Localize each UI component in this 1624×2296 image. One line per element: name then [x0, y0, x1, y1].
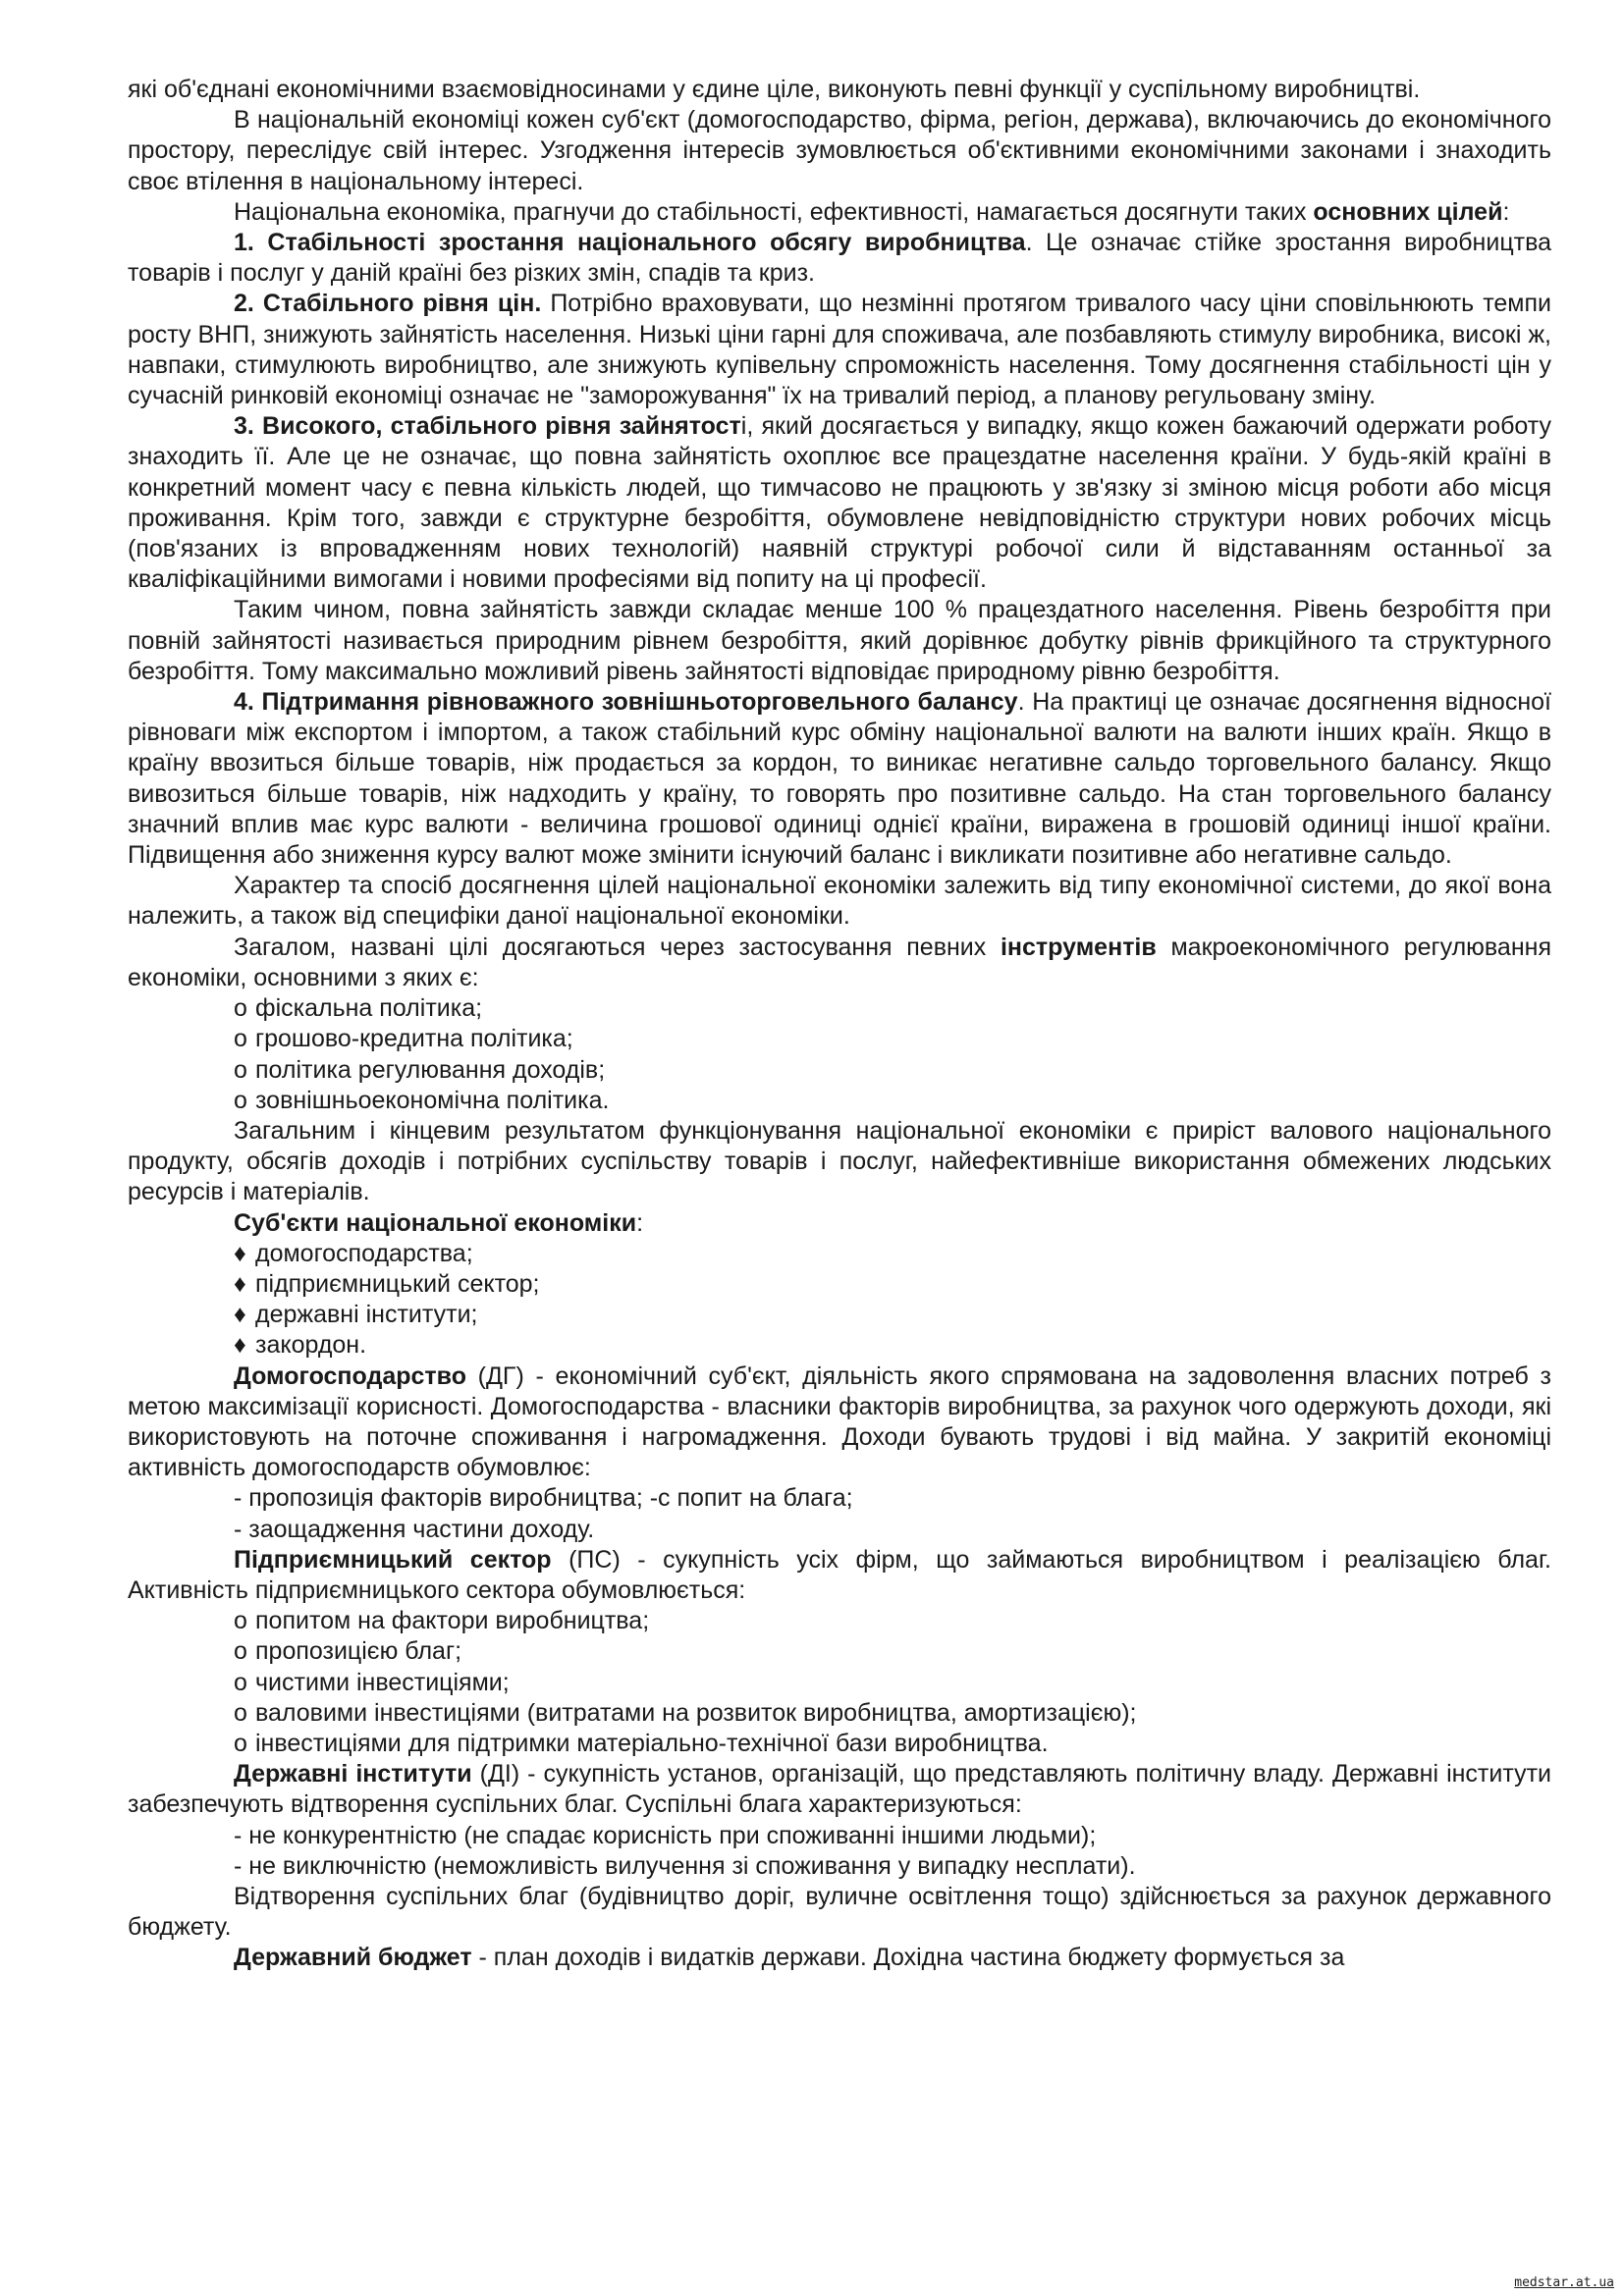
list-bullet-icon: о — [234, 1698, 247, 1727]
list-item: - не конкурентністю (не спадає корисність при споживанні іншими людьми); — [234, 1821, 1097, 1849]
list-bullet-icon: о — [234, 1025, 247, 1053]
paragraph-result: Загальним і кінцевим результатом функціонування національної економіки є приріст валового національного продукту, обсягів доходів і потрібних суспільству товарів і послуг, найефективніше використання обмежених людських ресурсів і матеріалів. — [128, 1116, 1551, 1206]
list-item: о інвестиціями для підтримки матеріально-технічної бази виробництва. — [128, 1729, 1551, 1759]
business-list — [128, 1606, 1551, 1759]
document-page — [128, 75, 1551, 1974]
list-item: - заощадження частини доходу. — [234, 1515, 595, 1543]
list-bullet-icon: о — [234, 1055, 247, 1084]
paragraph-government: Державні інститути (ДІ) - сукупність установ, організацій, що представляють політичну владу. Державні інститути забезпечують відтворення суспільних благ. Суспільні блага характеризуються: — [128, 1760, 1551, 1819]
tools-list — [128, 993, 1551, 1116]
list-item: о грошово-кредитна політика; — [128, 1024, 1551, 1054]
list-bullet-icon: о — [234, 1729, 247, 1757]
list-item: о фіскальна політика; — [128, 993, 1551, 1024]
list-item: - пропозиція факторів виробництва; -с попит на блага; — [234, 1484, 853, 1513]
list-bullet-icon: о — [234, 1637, 247, 1666]
subjects-list — [128, 1239, 1551, 1362]
watermark: medstar.at.ua — [1514, 2275, 1614, 2290]
diamond-bullet-icon: ♦ — [234, 1269, 246, 1298]
goal-1: 1. Стабільності зростання національного обсягу виробництва. Це означає стійке зростання виробництва товарів і послуг у даній країні без різких змін, спадів та криз. — [128, 229, 1551, 288]
paragraph-reproduction: Відтворення суспільних благ (будівництво доріг, вуличне освітлення тощо) здійснюється за рахунок державного бюджету. — [128, 1882, 1551, 1942]
list-item: о попитом на фактори виробництва; — [128, 1606, 1551, 1636]
paragraph-business: Підприємницький сектор (ПС) - сукупність усіх фірм, що займаються виробництвом і реалізацією благ. Активність підприємницького сектора обумовлюється: — [128, 1545, 1551, 1604]
list-bullet-icon: о — [234, 1607, 247, 1635]
goal-3: 3. Високого, стабільного рівня зайнятості, який досягається у випадку, якщо кожен бажаючий одержати роботу знаходить її. Але це не означає, що повна зайнятість охоплює все працездатне населення країни. У будь-якій країні в конкретний момент часу є певна кількість людей, що тимчасово не працюють у зв'язку зі зміною місця роботи або місця проживання. Крім того, завжди є структурне безробіття, обумовлене невідповідністю структури нових робочих місць (пов'язаних із впровадженням нових технологій) наявній структурі робочої сили й відставанням останньої за кваліфікаційними вимогами і новими професіями від попиту на ці професії. — [128, 412, 1552, 594]
list-item: о політика регулювання доходів; — [128, 1055, 1551, 1086]
subjects-heading: Суб'єкти національної економіки: — [234, 1208, 644, 1237]
list-item: ♦ закордон. — [128, 1330, 1551, 1361]
list-item: - не виключністю (неможливість вилучення зі споживання у випадку несплати). — [234, 1851, 1136, 1880]
list-item: ♦ домогосподарства; — [128, 1239, 1551, 1269]
paragraph-budget: Державний бюджет - план доходів і видатків держави. Дохідна частина бюджету формується за — [234, 1944, 1345, 1972]
paragraph-full-employment: Таким чином, повна зайнятість завжди складає менше 100 % працездатного населення. Рівень безробіття при повній зайнятості називається природним рівнем безробіття, який дорівнює добутку рівнів фрикційного та структурного безробіття. Тому максимально можливий рівень зайнятості відповідає природному рівню безробіття. — [128, 596, 1551, 685]
list-bullet-icon: о — [234, 994, 247, 1023]
diamond-bullet-icon: ♦ — [234, 1301, 246, 1329]
diamond-bullet-icon: ♦ — [234, 1331, 246, 1360]
goal-4: 4. Підтримання рівноважного зовнішньоторговельного балансу. На практиці це означає досягнення відносної рівноваги між експортом і імпортом, а також стабільний курс обміну національної валюти на валюти інших країн. Якщо в країну ввозиться більше товарів, ніж продається за кордон, то виникає негативне сальдо торговельного балансу. Якщо вивозиться більше товарів, ніж надходить у країну, то говорять про позитивне сальдо. На стан торговельного балансу значний вплив має курс валюти - величина грошової одиниці однієї країни, виражена в грошовій одиниці іншої країни. Підвищення або зниження курсу валют може змінити існуючий баланс і викликати позитивне або негативне сальдо. — [128, 688, 1551, 870]
paragraph-household: Домогосподарство (ДГ) - економічний суб'єкт, діяльність якого спрямована на задоволення власних потреб з метою максимізації корисності. Домогосподарства - власники факторів виробництва, за рахунок чого одержують доходи, які використовують на поточне споживання і нагромадження. Доходи бувають трудові і від майна. У закритій економіці активність домогосподарств обумовлює: — [128, 1362, 1551, 1482]
list-item: о пропозицією благ; — [128, 1636, 1551, 1667]
paragraph-character: Характер та спосіб досягнення цілей національної економіки залежить від типу економічної системи, до якої вона належить, а також від специфіки даної національної економіки. — [128, 872, 1551, 931]
list-item: о валовими інвестиціями (витратами на розвиток виробництва, амортизацією); — [128, 1698, 1551, 1729]
diamond-bullet-icon: ♦ — [234, 1239, 246, 1267]
paragraph-interest: В національній економіці кожен суб'єкт (домогосподарство, фірма, регіон, держава), включаючись до економічного простору, переслідує свій інтерес. Узгодження інтересів зумовлюється об'єктивними економічними законами і знаходить своє втілення в національному інтересі. — [128, 106, 1551, 195]
list-item: о чистими інвестиціями; — [128, 1668, 1551, 1698]
tools-term: інструментів — [1000, 933, 1157, 961]
list-item: ♦ підприємницький сектор; — [128, 1269, 1551, 1300]
list-bullet-icon: о — [234, 1668, 247, 1696]
paragraph-tools: Загалом, названі цілі досягаються через застосування певних інструментів макроекономічного регулювання економіки, основними з яких є: — [128, 933, 1551, 991]
list-bullet-icon: о — [234, 1086, 247, 1114]
goal-2: 2. Стабільного рівня цін. Потрібно враховувати, що незмінні протягом тривалого часу ціни сповільнюють темпи росту ВНП, знижують зайнятість населення. Низькі ціни гарні для споживача, але позбавляють стимулу виробника, високі ж, навпаки, стимулюють виробництво, але знижують купівельну спроможність населення. Тому досягнення стабільності цін у сучасній ринковій економіці означає не "заморожування" їх на тривалий період, а планову регульовану зміну. — [128, 290, 1551, 410]
paragraph-goals-intro: Національна економіка, прагнучи до стабільності, ефективності, намагається досягнути таких основних цілей: — [234, 197, 1510, 226]
paragraph-intro: які об'єднані економічними взаємовідносинами у єдине ціле, виконують певні функції у суспільному виробництві. — [128, 76, 1421, 103]
goals-term: основних цілей — [1313, 197, 1503, 226]
list-item: ♦ державні інститути; — [128, 1300, 1551, 1330]
list-item: о зовнішньоекономічна політика. — [128, 1086, 1551, 1116]
